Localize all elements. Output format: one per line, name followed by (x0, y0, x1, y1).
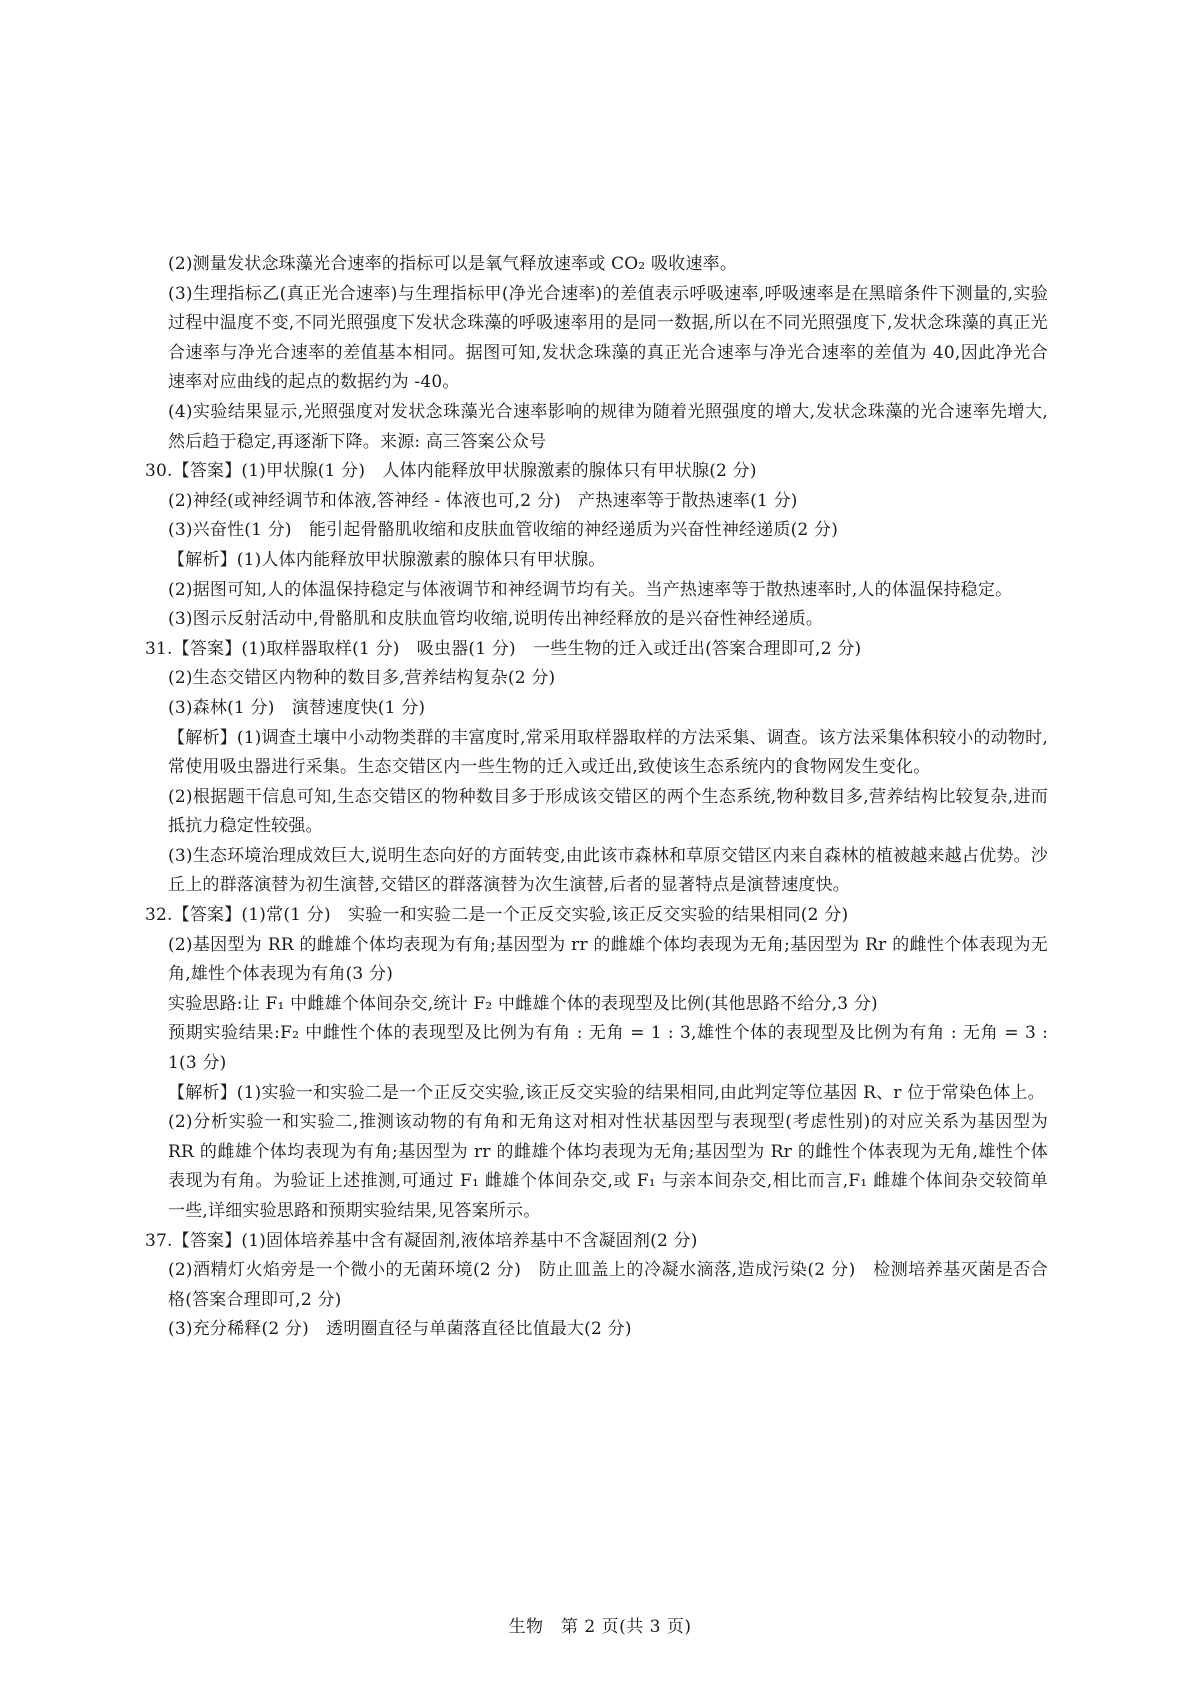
answer-paragraph: (4)实验结果显示,光照强度对发状念珠藻光合速率影响的规律为随着光照强度的增大,发状念珠藻的光合速率先增大,然后趋于稳定,再逐渐下降。来源: 高三答案公众号 (168, 401, 1048, 452)
answer-paragraph: (2)分析实验一和实验二,推测该动物的有角和无角这对相对性状基因型与表现型(考虑性别)的对应关系为基因型为 RR 的雌雄个体均表现为有角;基因型为 rr 的雌雄个体均表现为无角;基因型为 Rr 的雌性个体表现为无角,雄性个体表现为有角。为验证上述推测,可通过 F₁ 雌雄个体间杂交,或 F₁ 与亲本间杂交,相比而言,F₁ 雌雄个体间杂交较简单一些,详细实验思路和预期实验结果,见答案所示。 (168, 1112, 1048, 1221)
answer-paragraph: (3)生态环境治理成效巨大,说明生态向好的方面转变,由此该市森林和草原交错区内来自森林的植被越来越占优势。沙丘上的群落演替为初生演替,交错区的群落演替为次生演替,后者的显著特点是演替速度快。 (168, 845, 1048, 896)
answer-paragraph: (3)生理指标乙(真正光合速率)与生理指标甲(净光合速率)的差值表示呼吸速率,呼吸速率是在黑暗条件下测量的,实验过程中温度不变,不同光照强度下发状念珠藻的呼吸速率用的是同一数据,所以在不同光照强度下,发状念珠藻的真正光合速率与净光合速率的差值基本相同。据图可知,发状念珠藻的真正光合速率与净光合速率的差值为 40,因此净光合速率对应曲线的起点的数据约为 -40。 (168, 283, 1048, 393)
answer-paragraph: (3)图示反射活动中,骨骼肌和皮肤血管均收缩,说明传出神经释放的是兴奋性神经递质。 (168, 609, 824, 630)
answer-paragraph: 【解析】(1)人体内能释放甲状腺激素的腺体只有甲状腺。 (168, 549, 606, 570)
question-answer-heading: 37.【答案】(1)固体培养基中含有凝固剂,液体培养基中不含凝固剂(2 分) (145, 1230, 698, 1251)
answer-paragraph: (3)充分稀释(2 分) 透明圈直径与单菌落直径比值最大(2 分) (168, 1319, 632, 1340)
answer-paragraph: (2)酒精灯火焰旁是一个微小的无菌环境(2 分) 防止皿盖上的冷凝水滴落,造成污染(2 分) 检测培养基灭菌是否合格(答案合理即可,2 分) (168, 1260, 1048, 1310)
answer-paragraph: (2)生态交错区内物种的数目多,营养结构复杂(2 分) (168, 668, 556, 689)
answer-paragraph: (3)森林(1 分) 演替速度快(1 分) (168, 697, 426, 718)
answer-paragraph: (2)根据题干信息可知,生态交错区的物种数目多于形成该交错区的两个生态系统,物种数目多,营养结构比较复杂,进而抵抗力稳定性较强。 (168, 786, 1048, 837)
answer-paragraph: (2)神经(或神经调节和体液,答神经 - 体液也可,2 分) 产热速率等于散热速率(1 分) (168, 490, 798, 511)
answer-paragraph: 【解析】(1)调查土壤中小动物类群的丰富度时,常采用取样器取样的方法采集、调查。该方法采集体积较小的动物时,常使用吸虫器进行采集。生态交错区内一些生物的迁入或迁出,致使该生态系统内的食物网发生变化。 (168, 727, 1048, 778)
question-answer-heading: 32.【答案】(1)常(1 分) 实验一和实验二是一个正反交实验,该正反交实验的结果相同(2 分) (145, 905, 849, 926)
answer-paragraph: (2)测量发状念珠藻光合速率的指标可以是氧气释放速率或 CO₂ 吸收速率。 (168, 254, 738, 274)
answer-paragraph: (2)基因型为 RR 的雌雄个体均表现为有角;基因型为 rr 的雌雄个体均表现为无角;基因型为 Rr 的雌性个体表现为无角,雄性个体表现为有角(3 分) (168, 934, 1048, 985)
question-answer-heading: 30.【答案】(1)甲状腺(1 分) 人体内能释放甲状腺激素的腺体只有甲状腺(2 分) (145, 461, 757, 482)
answer-paragraph: (2)据图可知,人的体温保持稳定与体液调节和神经调节均有关。当产热速率等于散热速率时,人的体温保持稳定。 (168, 579, 1013, 600)
answer-paragraph: (3)兴奋性(1 分) 能引起骨骼肌收缩和皮肤血管收缩的神经递质为兴奋性神经递质(2 分) (168, 520, 839, 541)
answer-paragraph: 预期实验结果:F₂ 中雌性个体的表现型及比例为有角 : 无角 = 1 : 3,雄性个体的表现型及比例为有角 : 无角 = 3 : 1(3 分) (168, 1023, 1048, 1074)
answer-paragraph: 【解析】(1)实验一和实验二是一个正反交实验,该正反交实验的结果相同,由此判定等位基因 R、r 位于常染色体上。 (168, 1082, 1045, 1103)
question-answer-heading: 31.【答案】(1)取样器取样(1 分) 吸虫器(1 分) 一些生物的迁入或迁出(答案合理即可,2 分) (145, 638, 862, 659)
answer-paragraph: 实验思路:让 F₁ 中雌雄个体间杂交,统计 F₂ 中雌雄个体的表现型及比例(其他思路不给分,3 分) (168, 993, 878, 1014)
page-footer: 生物 第 2 页(共 3 页) (508, 1617, 692, 1637)
answer-text-body (145, 250, 1048, 1345)
